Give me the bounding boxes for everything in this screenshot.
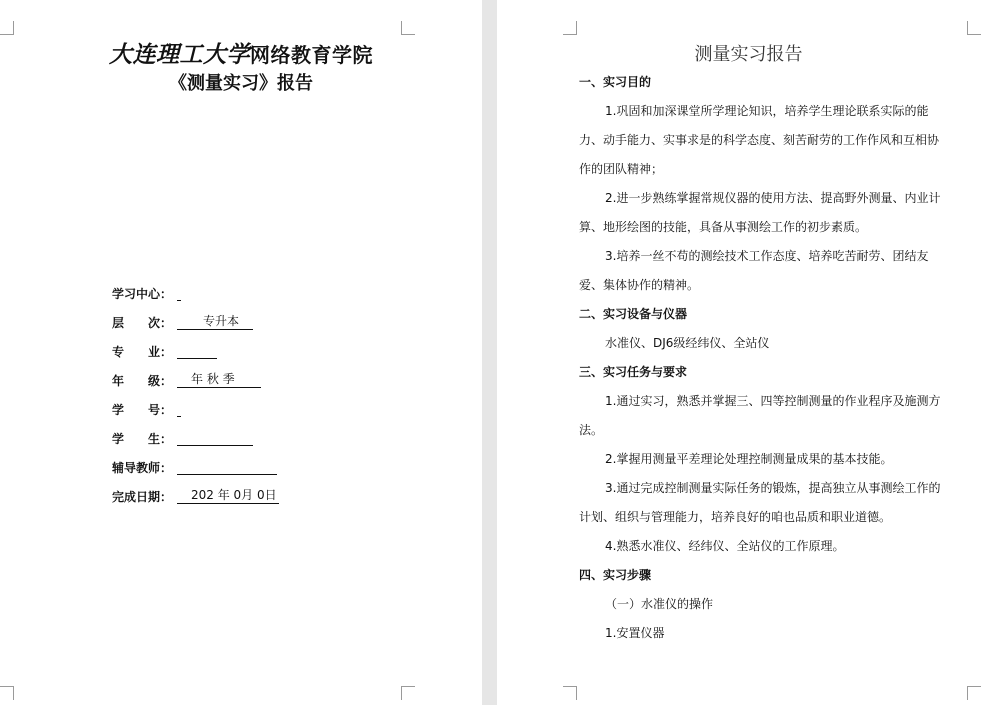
info-value bbox=[177, 401, 181, 417]
info-value: 专升本 bbox=[179, 314, 252, 328]
report-title: 测量实习报告 bbox=[694, 44, 803, 65]
cover-info-list bbox=[112, 285, 279, 517]
cover-info-row bbox=[112, 285, 279, 314]
info-value bbox=[177, 285, 181, 301]
crop-mark-top-right bbox=[401, 21, 415, 35]
info-value bbox=[177, 430, 253, 446]
paragraph-line: 算、地形绘图的技能，具备从事测绘工作的初步素质。 bbox=[579, 220, 868, 234]
crop-mark-top-right bbox=[967, 21, 981, 35]
paragraph-line: 3.通过完成控制测量实际任务的锻炼，提高独立从事测绘工作的 bbox=[605, 481, 941, 495]
paragraph-line: 法。 bbox=[579, 423, 604, 437]
cover-title bbox=[0, 36, 482, 69]
paragraph-line: （一）水准仪的操作 bbox=[605, 597, 714, 611]
info-label: 完成日期： bbox=[112, 490, 173, 504]
paragraph-line: 2.掌握用测量平差理论处理控制测量成果的基本技能。 bbox=[605, 452, 893, 466]
info-value bbox=[177, 459, 277, 475]
crop-mark-top-left bbox=[563, 21, 577, 35]
cover-info-row bbox=[112, 401, 279, 430]
info-label: 学 生： bbox=[112, 432, 173, 446]
info-label: 辅导教师： bbox=[112, 461, 173, 475]
report-page bbox=[497, 0, 1000, 705]
cover-info-row bbox=[112, 430, 279, 459]
crop-mark-bottom-left bbox=[0, 686, 14, 700]
paragraph-line: 计划、组织与管理能力，培养良好的咱也品质和职业道德。 bbox=[579, 510, 892, 524]
paragraph-line: 水准仪、DJ6级经纬仪、全站仪 bbox=[605, 336, 770, 350]
info-label: 专 业： bbox=[112, 345, 173, 359]
cover-report-title: 《测量实习》报告 bbox=[169, 73, 313, 94]
section-heading: 一、实习目的 bbox=[579, 75, 652, 89]
cover-info-row bbox=[112, 343, 279, 372]
paragraph-line: 3.培养一丝不苟的测绘技术工作态度、培养吃苦耐劳、团结友 bbox=[605, 249, 929, 263]
paragraph-line: 4.熟悉水准仪、经纬仪、全站仪的工作原理。 bbox=[605, 539, 845, 553]
paragraph-line: 1.巩固和加深课堂所学理论知识，培养学生理论联系实际的能 bbox=[605, 104, 929, 118]
info-value: 年 秋 季 bbox=[179, 372, 259, 386]
info-label: 学习中心： bbox=[112, 287, 173, 301]
section-heading: 三、实习任务与要求 bbox=[579, 365, 688, 379]
crop-mark-bottom-left bbox=[563, 686, 577, 700]
section-heading: 二、实习设备与仪器 bbox=[579, 307, 688, 321]
cover-info-row bbox=[112, 314, 279, 343]
paragraph-line: 作的团队精神； bbox=[579, 162, 664, 176]
cover-info-row bbox=[112, 372, 279, 401]
info-label: 学 号： bbox=[112, 403, 173, 417]
college-name: 网络教育学院 bbox=[250, 43, 373, 67]
section-heading: 四、实习步骤 bbox=[579, 568, 652, 582]
cover-page bbox=[0, 0, 482, 705]
cover-info-row bbox=[112, 488, 279, 517]
paragraph-line: 1.安置仪器 bbox=[605, 626, 665, 640]
paragraph-line: 力、动手能力、实事求是的科学态度、刻苦耐劳的工作作风和互相协 bbox=[579, 133, 940, 147]
crop-mark-top-left bbox=[0, 21, 14, 35]
info-label: 层 次： bbox=[112, 316, 173, 330]
info-label: 年 级： bbox=[112, 374, 173, 388]
cover-info-row bbox=[112, 459, 279, 488]
paragraph-line: 2.进一步熟练掌握常规仪器的使用方法、提高野外测量、内业计 bbox=[605, 191, 941, 205]
crop-mark-bottom-right bbox=[967, 686, 981, 700]
paragraph-line: 爱、集体协作的精神。 bbox=[579, 278, 700, 292]
university-name: 大连理工大学 bbox=[109, 41, 250, 68]
info-value: 202 年 0月 0日 bbox=[179, 488, 277, 502]
crop-mark-bottom-right bbox=[401, 686, 415, 700]
paragraph-line: 1.通过实习，熟悉并掌握三、四等控制测量的作业程序及施测方 bbox=[605, 394, 941, 408]
info-value bbox=[177, 343, 217, 359]
report-body bbox=[579, 68, 959, 648]
